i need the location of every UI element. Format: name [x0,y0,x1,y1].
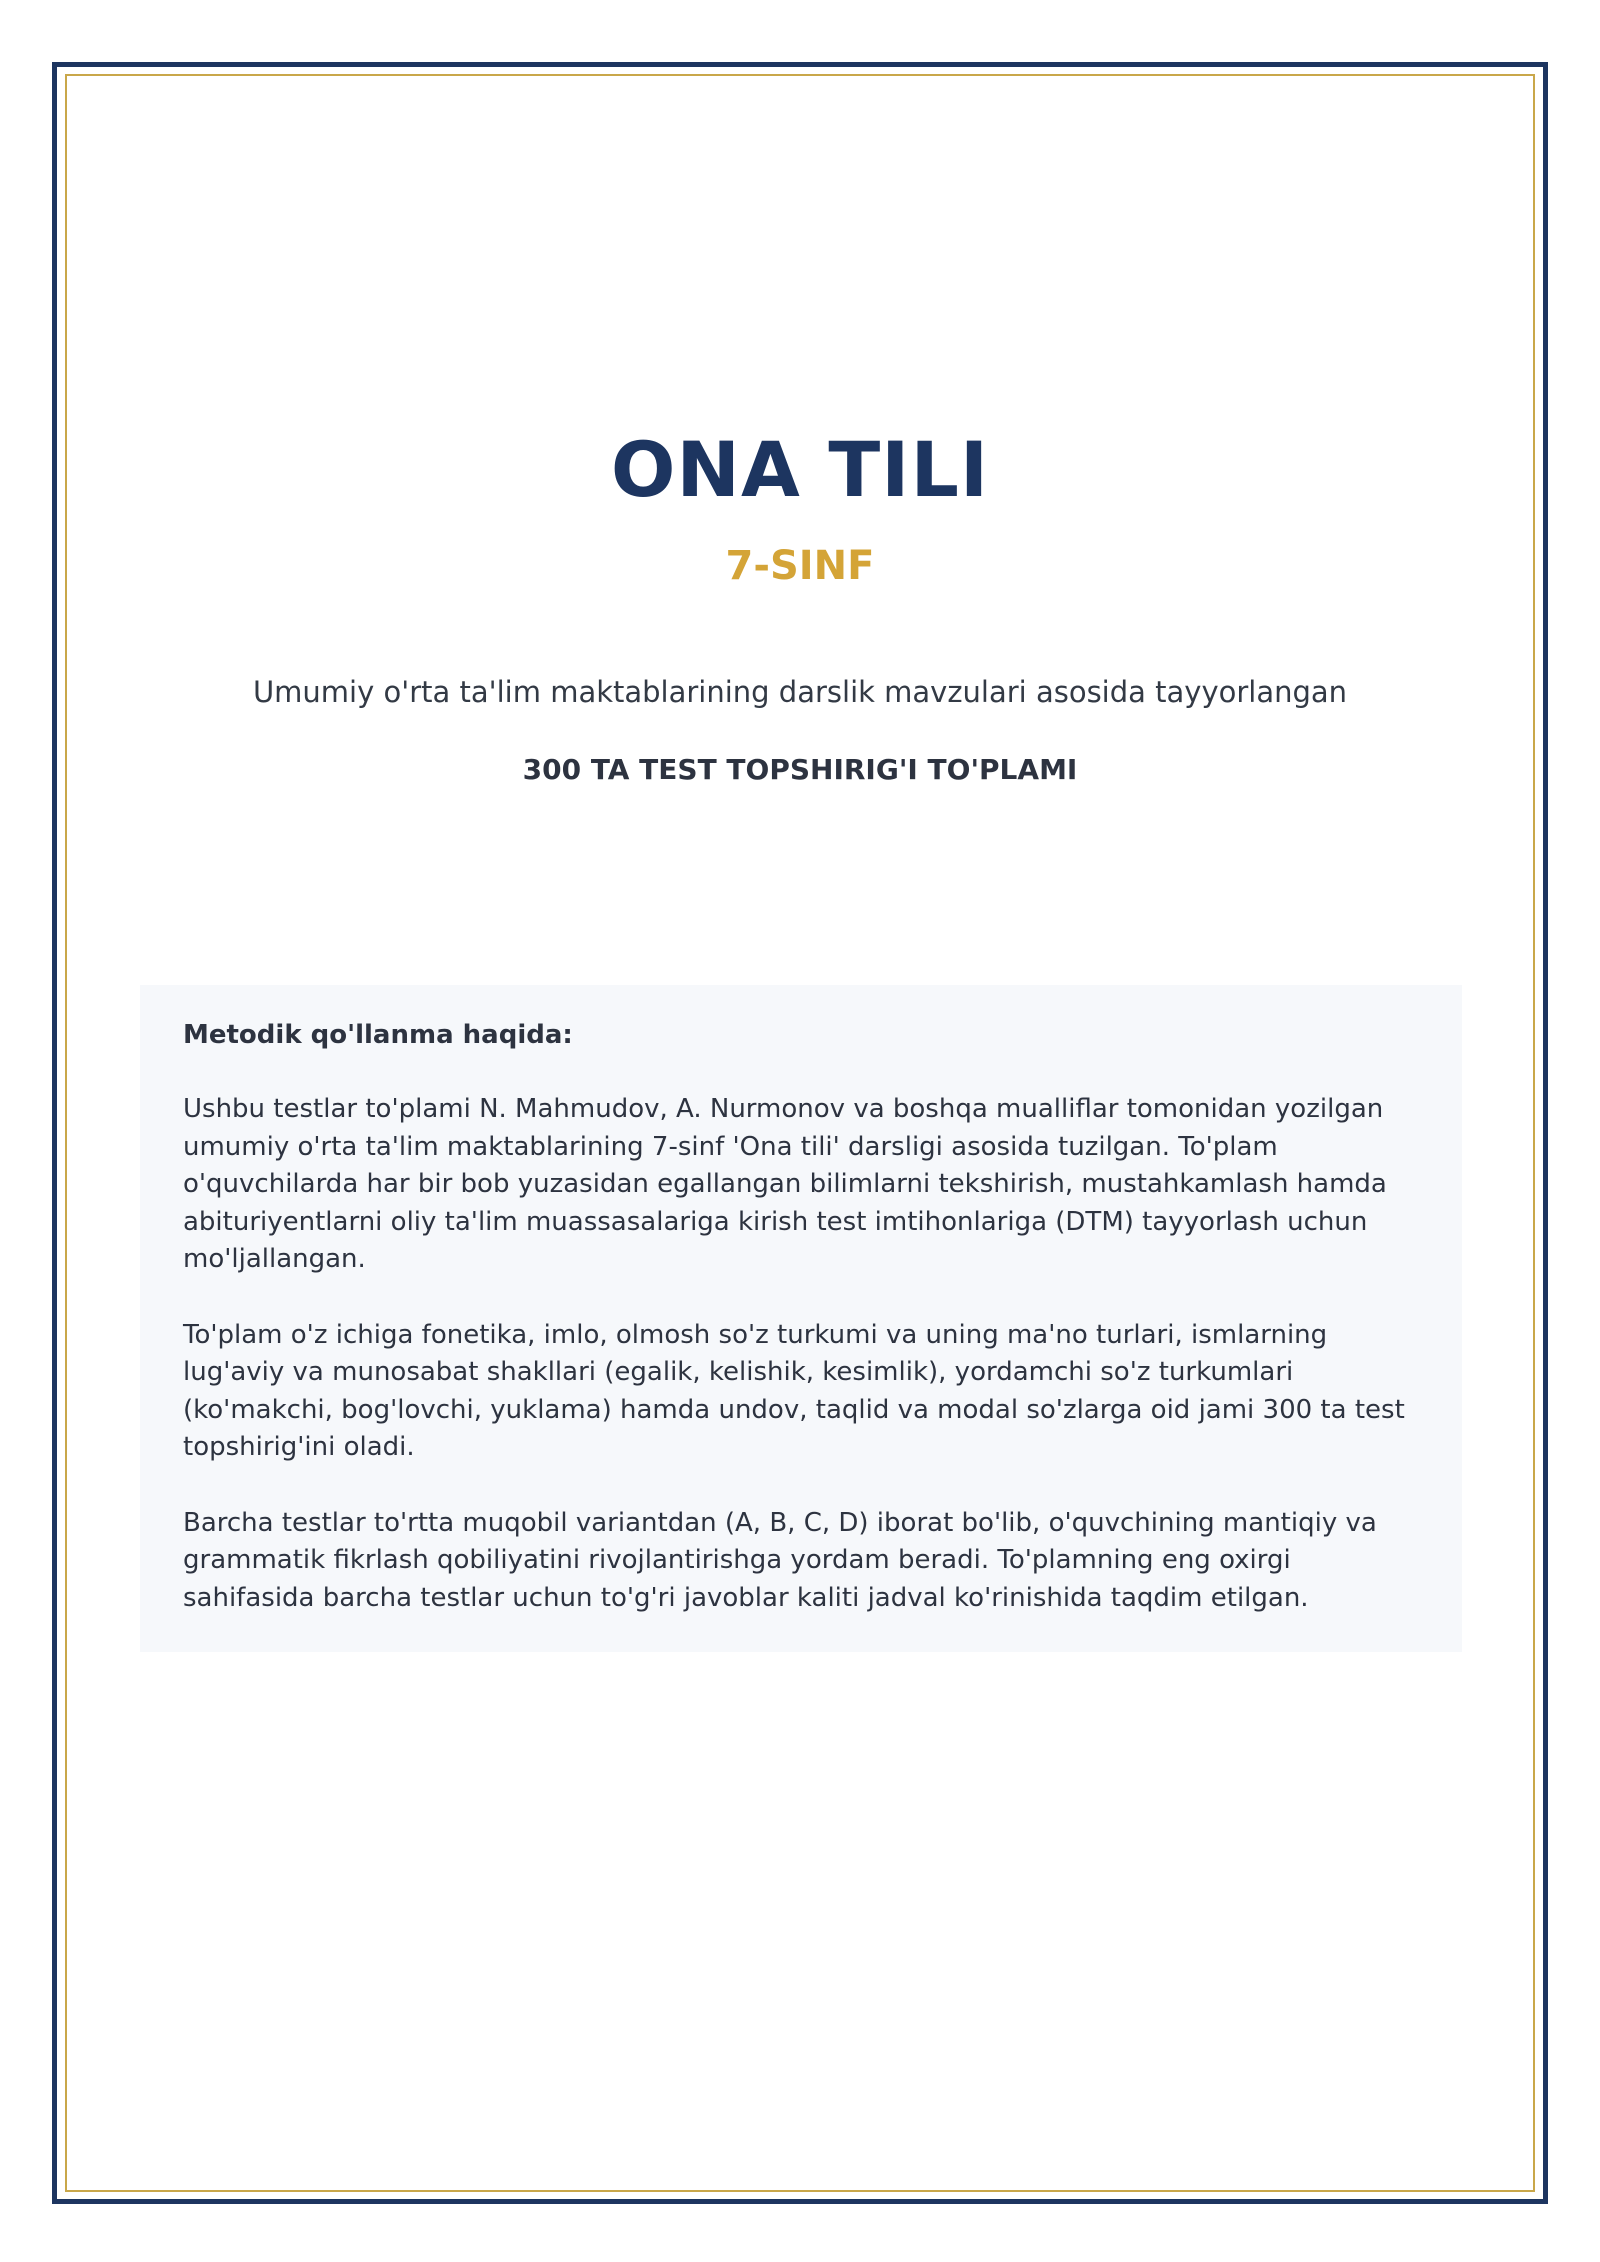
info-paragraph-3: Barcha testlar to'rtta muqobil variantdan (A, B, C, D) iborat bo'lib, o'quvchining mantiqiy va grammatik fikrlash qobiliyatini rivojlantirishga yordam beradi. To'plamning eng oxirgi sahifasida barcha testlar uchun to'g'ri javoblar kaliti jadval ko'rinishida taqdim etilgan. [183,1507,1377,1613]
methodical-info-box [140,985,1462,1652]
info-paragraph-1: Ushbu testlar to'plami N. Mahmudov, A. Nurmonov va boshqa mualliflar tomonidan yozilgan umumiy o'rta ta'lim maktablarining 7-sinf 'Ona tili' darsligi asosida tuzilgan. To'plam o'quvchilarda har bir bob yuzasidan egallangan bilimlarni tekshirish, mustahkamlash hamda abituriyentlarni oliy ta'lim muassasalariga kirish test imtihonlariga (DTM) tayyorlash uchun mo'ljallangan. [183,1094,1387,1274]
cover-collection-title: 300 TA TEST TOPSHIRIG'I TO'PLAMI [522,753,1078,786]
cover-grade: 7-SINF [725,543,875,589]
cover-subtitle: Umumiy o'rta ta'lim maktablarining darslik mavzulari asosida tayyorlangan [252,675,1348,709]
info-heading: Metodik qo'llanma haqida: [183,1020,573,1050]
cover-title: ONA TILI [610,425,990,514]
info-paragraph-2: To'plam o'z ichiga fonetika, imlo, olmosh so'z turkumi va uning ma'no turlari, ismlarning lug'aviy va munosabat shakllari (egalik, kelishik, kesimlik), yordamchi so'z turkumlari (ko'makchi, bog'lovchi, yuklama) hamda undov, taqlid va modal so'zlarga oid jami 300 ta test topshirig'ini oladi. [183,1319,1405,1462]
